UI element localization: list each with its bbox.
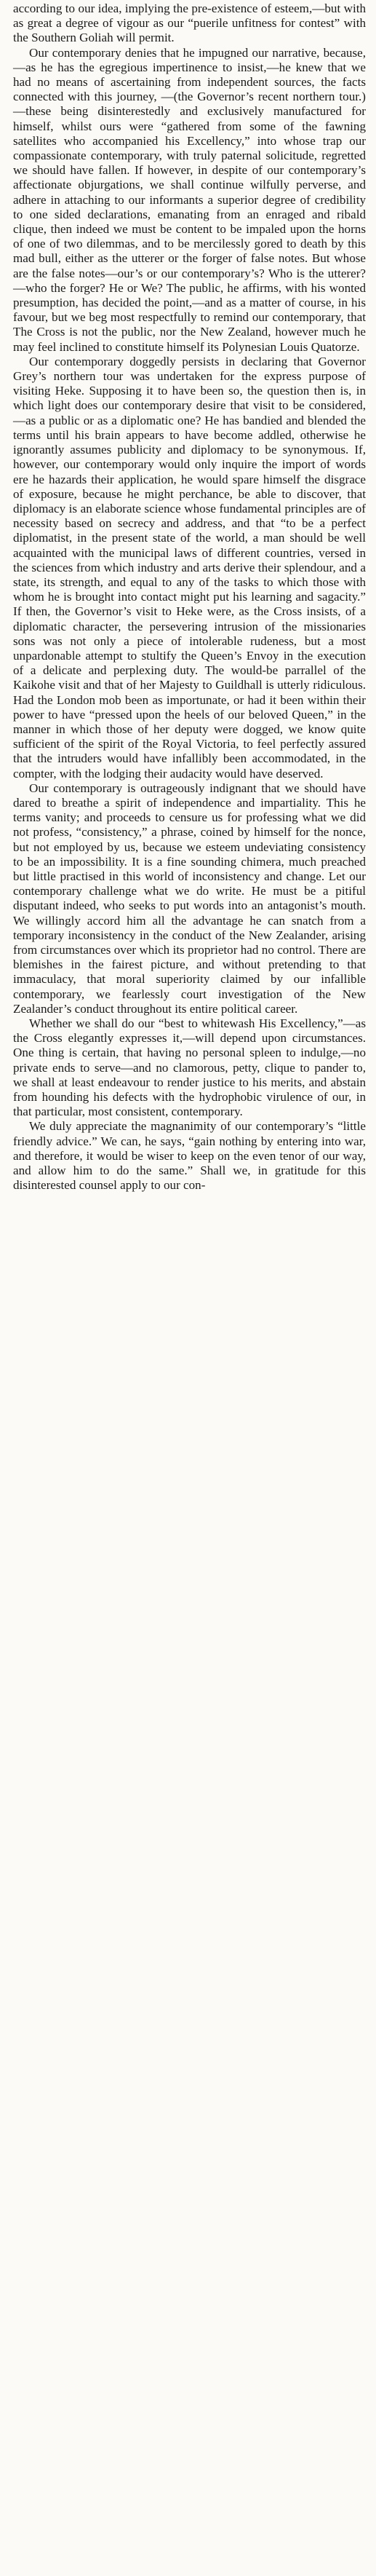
article-paragraph-2: Our contemporary denies that he impugned our narrative, because,—as he has the egregious impertinence to insist,—he knew that we had no means of ascertaining from independent sources, the facts connected with this journey, —(the Governor’s recent northern tour.) —these being disinterestedly and exclusively manufactured for himself, whilst ours were “gathered from some of the fawning satellites who accompanied his Excellency,” into whose trap our compassionate contemporary, with truly paternal solicitude, regretted we should have fallen. If however, in despite of our contemporary’s affectionate objurgations, we shall continue wilfully perverse, and adhere in attaching to our informants a superior degree of credibility to one sided declarations, emanating from an enraged and ribald clique, then indeed we must be content to be impaled upon the horns of one of two dilemmas, and to be mercilessly gored to death by this mad bull, either as the utterer or the forger of false notes. But whose are the false notes—our’s or our contemporary’s? Who is the utterer? —who the forger? He or We? The public, he affirms, with his wonted presumption, has decided the point,—and as a matter of course, in his favour, but we beg most respectfully to remind our contemporary, that The Cross is not the public, nor the New Zealand, however much he may feel inclined to constitute himself its Polynesian Louis Quatorze.: [13, 45, 366, 354]
article-paragraph-3: Our contemporary doggedly persists in declaring that Governor Grey’s northern tour was undertaken for the express purpose of visiting Heke. Supposing it to have been so, the question then is, in which light does our contemporary desire that visit to be considered, —as a public or as a diplomatic one? He has bandied and blended the terms until his brain appears to have become addled, otherwise he ignorantly assumes publicity and diplomacy to be synonymous. If, however, our contemporary would only inquire the import of words ere he hazards their application, he would spare himself the disgrace of exposure, because he might perchance, be able to discover, that diplomacy is an elaborate science whose fundamental principles are of necessity based on secrecy and address, and that “to be a perfect diplomatist, in the present state of the world, a man should be well acquainted with the municipal laws of different countries, versed in the sciences from which industry and arts derive their splendour, and a state, its strength, and equal to any of the tasks to which those with whom he is brought into contact might put his learning and sagacity.” If then, the Governor’s visit to Heke were, as the Cross insists, of a diplomatic character, the persevering intrusion of the missionaries sons was not only a piece of intolerable rudeness, but a most unpardonable attempt to stultify the Queen’s Envoy in the execution of a delicate and perplexing duty. The would-be parrallel of the Kaikohe visit and that of her Majesty to Guildhall is utterly ridiculous. Had the London mob been as importunate, or had it been within their power to have “pressed upon the heels of our beloved Queen,” in the manner in which those of her deputy were dogged, we know quite sufficient of the spirit of the Royal Victoria, to feel perfectly assured that the intruders would have infallibly been accommodated, in the compter, with the lodging their audacity would have deserved.: [13, 354, 366, 781]
article-paragraph-5: Whether we shall do our “best to whitewash His Excellency,”—as the Cross elegantly expresses it,—will depend upon circumstances. One thing is certain, that having no personal spleen to indulge,—no private ends to serve—and no clamorous, petty, clique to pander to, we shall at least endeavour to render justice to his merits, and abstain from hounding his defects with the hydrophobic virulence of our, in that particular, most consistent, contemporary.: [13, 1016, 366, 1119]
article-paragraph-1: according to our idea, implying the pre-existence of esteem,—but with as great a degree of vigour as our “puerile unfitness for contest” with the Southern Goliah will permit.: [13, 1, 366, 45]
article-paragraph-4: Our contemporary is outrageously indignant that we should have dared to breathe a spirit of independence and impartiality. This he terms vanity; and proceeds to censure us for professing what we did not profess, “consistency,” a phrase, coined by himself for the nonce, but not employed by us, because we esteem undeviating consistency to be an impossibility. It is a fine sounding chimera, much preached but little practised in this world of inconsistency and change. Let our contemporary challenge what we do write. He must be a pitiful disputant indeed, who seeks to put words into an antagonist’s mouth. We willingly accord him all the advantage he can snatch from a temporary inconsistency in the conduct of the New Zealander, arising from circumstances over which its proprietor had no control. There are blemishes in the fairest picture, and without pretending to that immaculacy, that moral superiority claimed by our infallible contemporary, we fearlessly court investigation of the New Zealander’s conduct throughout its entire political career.: [13, 781, 366, 1016]
article-paragraph-6: We duly appreciate the magnanimity of our contemporary’s “little friendly advice.” We can, he says, “gain nothing by entering into war, and therefore, it would be wiser to keep on the even tenor of our way, and allow him to do the same.” Shall we, in gratitude for this disinterested counsel apply to our con-: [13, 1119, 366, 1193]
